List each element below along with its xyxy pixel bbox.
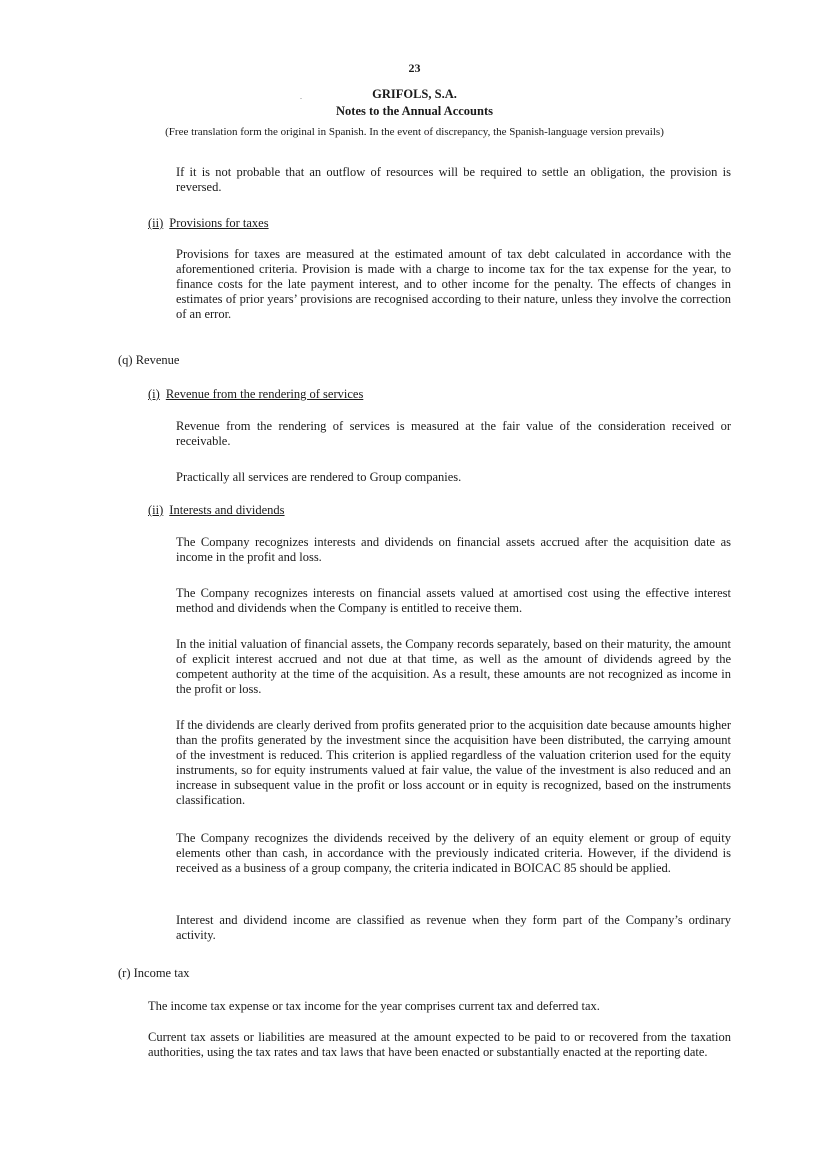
provisions-for-taxes-paragraph: Provisions for taxes are measured at the estimated amount of tax debt calculated in accordance with the aforementioned criteria. Provision is made with a charge to income tax for the tax expense for the year, to finance costs for the late payment interest, and to other income for the penalty. The effects of changes in estimates of prior years’ provisions are recognised according to their nature, unless they involve the correction of an error.: [176, 247, 731, 321]
subsection-number: (ii): [148, 503, 164, 517]
services-paragraph-2: Practically all services are rendered to Group companies.: [176, 470, 462, 484]
document-subtitle: Notes to the Annual Accounts: [336, 104, 493, 118]
interests-paragraph-1: The Company recognizes interests and dividends on financial assets accrued after the acquisition date as income in the profit and loss.: [176, 535, 731, 564]
subsection-interests-dividends: [148, 503, 285, 518]
provision-reversal-paragraph: If it is not probable that an outflow of resources will be required to settle an obligation, the provision is reversed.: [176, 165, 731, 194]
interests-paragraph-3: In the initial valuation of financial assets, the Company records separately, based on their maturity, the amount of explicit interest accrued and not due at that time, as well as the amount of dividends agreed by the competent authority at the time of the acquisition. As a result, these amounts are not recognized as income in the profit or loss.: [176, 637, 731, 696]
interests-paragraph-6: Interest and dividend income are classified as revenue when they form part of the Company’s ordinary activity.: [176, 913, 731, 942]
services-paragraph-1: Revenue from the rendering of services is measured at the fair value of the consideration received or receivable.: [176, 419, 731, 448]
company-name: GRIFOLS, S.A.: [372, 87, 457, 101]
interests-paragraph-5: The Company recognizes the dividends received by the delivery of an equity element or group of equity elements other than cash, in accordance with the previously indicated criteria. However, if the dividend is received as a business of a group company, the criteria indicated in BOICAC 85 should be applied.: [176, 831, 731, 875]
scan-dot: .: [300, 92, 302, 101]
subsection-title: Revenue from the rendering of services: [165, 387, 364, 401]
subsection-rendering-services: [148, 387, 363, 402]
translation-disclaimer: (Free translation form the original in Spanish. In the event of discrepancy, the Spanish-language version prevails): [165, 126, 664, 138]
subsection-number: (i): [148, 387, 160, 401]
income-tax-paragraph-1: The income tax expense or tax income for the year comprises current tax and deferred tax.: [148, 999, 600, 1013]
section-revenue-heading: (q) Revenue: [118, 353, 180, 367]
subsection-number: (ii): [148, 216, 164, 230]
income-tax-paragraph-2: Current tax assets or liabilities are measured at the amount expected to be paid to or recovered from the taxation authorities, using the tax rates and tax laws that have been enacted or substantially enacted at the reporting date.: [148, 1030, 731, 1059]
interests-paragraph-4: If the dividends are clearly derived from profits generated prior to the acquisition date because amounts higher than the profits generated by the investment since the acquisition have been distributed, the carrying amount of the investment is reduced. This criterion is applied regardless of the valuation criterion used for the equity instruments, so for equity instruments valued at fair value, the value of the investment is also reduced and an increase in subsequent value in the profit or loss account or in equity is recognized, based on the instruments classification.: [176, 718, 731, 807]
subsection-title: Interests and dividends: [169, 503, 285, 517]
interests-paragraph-2: The Company recognizes interests on financial assets valued at amortised cost using the effective interest method and dividends when the Company is entitled to receive them.: [176, 586, 731, 615]
section-income-tax-heading: (r) Income tax: [118, 966, 190, 980]
subsection-title: Provisions for taxes: [169, 216, 269, 230]
subsection-provisions-for-taxes: [148, 216, 269, 231]
page-number: 23: [408, 61, 421, 75]
